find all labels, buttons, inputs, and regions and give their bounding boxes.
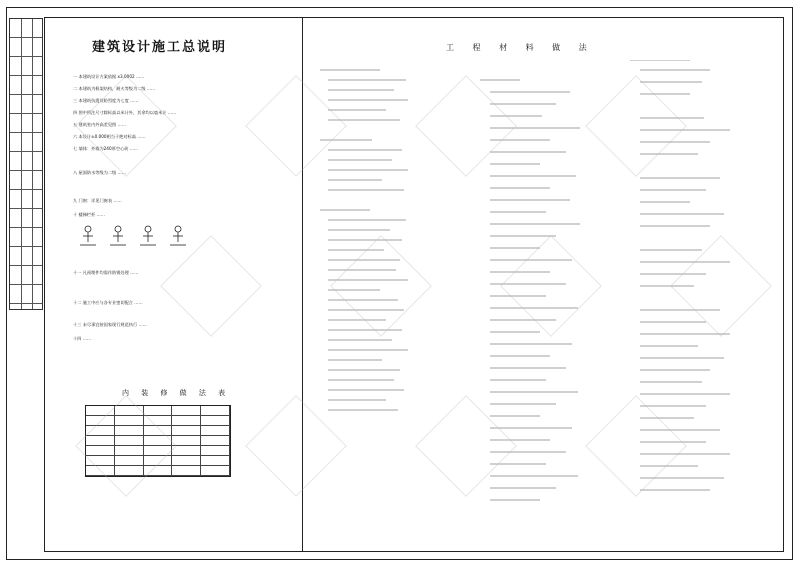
note-5: 五 建筑室内外高差见图 …… [73,122,126,127]
note-7: 七 墙体：外墙为240厚空心砖 …… [73,146,139,151]
note-9: 九 门窗：详见门窗表 …… [73,198,122,203]
note-2: 二 本建筑为框架结构，耐火等级为二级 …… [73,86,156,91]
main-title: 建筑设计施工总说明 [92,40,228,55]
note-11: 十一 凡预埋件均需作防锈处理 …… [73,270,139,275]
note-8: 八 屋面防水等级为二级 …… [73,170,126,175]
note-6: 六 本设计±0.000相当于绝对标高 …… [73,134,146,139]
note-13: 十三 未尽事宜按国家现行规范执行 …… [73,322,147,327]
note-12: 十二 施工中应与各专业密切配合 …… [73,300,143,305]
railing-detail-figures [80,225,190,253]
title-block [9,18,43,310]
change-table-title: 内 装 修 做 法 表 [122,389,231,397]
note-14: 十四 …… [73,336,92,341]
note-4: 四 图中所注尺寸除标高以米计外，其余均以毫米计 …… [73,110,177,115]
note-1: 一 本建筑设计方案依据 x3.0002 …… [73,74,145,79]
note-10: 十 楼梯栏杆 …… [73,212,105,217]
note-3: 三 本建筑抗震设防烈度为七度 …… [73,98,139,103]
practice-title: 工 程 材 料 做 法 [446,43,595,52]
